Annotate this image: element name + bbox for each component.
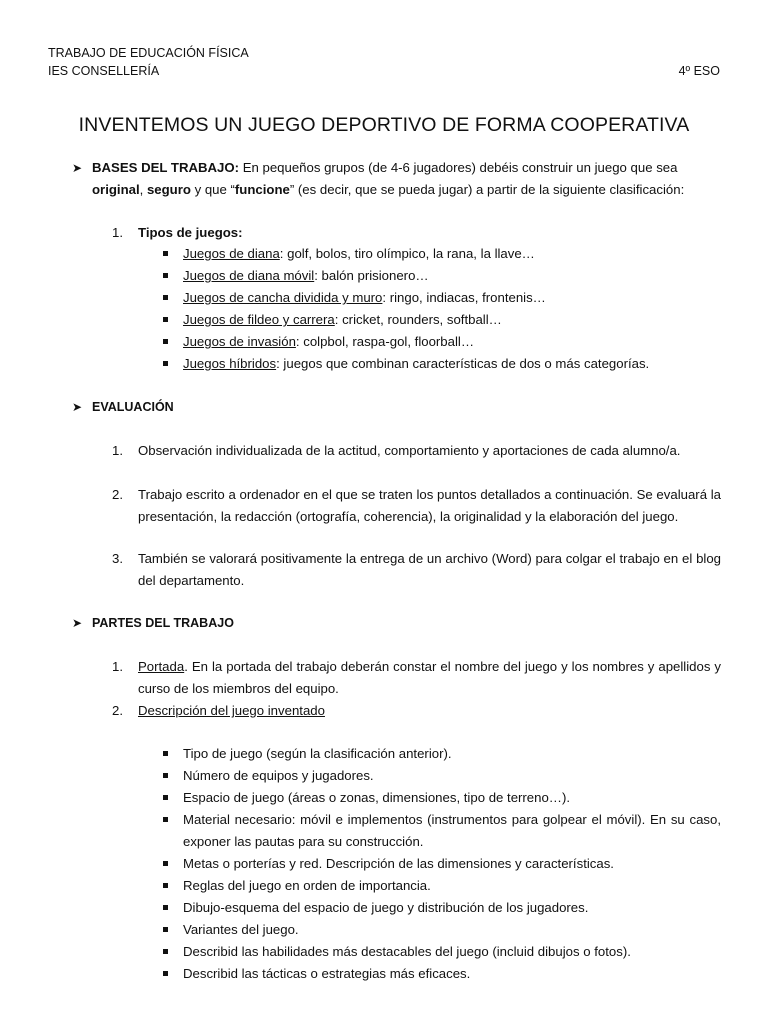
list-item: Espacio de juego (áreas o zonas, dimensiones, tipo de terreno…).	[183, 787, 721, 809]
list-item: Número de equipos y jugadores.	[183, 765, 721, 787]
square-bullet-icon	[163, 339, 168, 344]
list-item: Juegos de cancha dividida y muro: ringo, indiacas, frontenis…	[183, 287, 649, 309]
page-title: INVENTEMOS UN JUEGO DEPORTIVO DE FORMA COOPERATIVA	[78, 114, 690, 136]
list-item: Juegos de diana: golf, bolos, tiro olímpico, la rana, la llave…	[183, 243, 649, 265]
square-bullet-icon	[163, 883, 168, 888]
header-school: IES CONSELLERÍA	[48, 64, 160, 78]
tipos-list	[183, 243, 649, 375]
list-item: Variantes del juego.	[183, 919, 721, 941]
list-item: Describid las tácticas o estrategias más eficaces.	[183, 963, 721, 985]
list-item: Dibujo-esquema del espacio de juego y distribución de los jugadores.	[183, 897, 721, 919]
partes-list	[183, 743, 721, 985]
arrow-bullet-icon: ➤	[72, 161, 83, 175]
document-header	[48, 44, 722, 80]
list-item: Material necesario: móvil e implementos (instrumentos para golpear el móvil). En su caso, exponer las pautas para su construcción.	[183, 809, 721, 853]
square-bullet-icon	[163, 927, 168, 932]
tipos-heading: Tipos de juegos:	[138, 225, 243, 240]
evaluacion-item-3: 3. También se valorará positivamente la entrega de un archivo (Word) para colgar el trabajo en el blog del departamento.	[112, 551, 721, 588]
evaluacion-heading-row	[72, 397, 174, 417]
bases-section	[72, 157, 721, 179]
square-bullet-icon	[163, 773, 168, 778]
evaluacion-item-1: 1. Observación individualizada de la actitud, comportamiento y aportaciones de cada alumno/a.	[112, 443, 681, 458]
arrow-bullet-icon: ➤	[72, 616, 83, 630]
partes-descripcion: 2. Descripción del juego inventado	[112, 703, 325, 718]
list-item: Describid las habilidades más destacables del juego (incluid dibujos o fotos).	[183, 941, 721, 963]
square-bullet-icon	[163, 861, 168, 866]
square-bullet-icon	[163, 273, 168, 278]
square-bullet-icon	[163, 817, 168, 822]
square-bullet-icon	[163, 795, 168, 800]
bases-text-1: En pequeños grupos (de 4-6 jugadores) debéis construir un juego que sea	[239, 160, 678, 175]
bases-bold-funcione: funcione	[234, 182, 290, 197]
partes-heading: PARTES DEL TRABAJO	[92, 616, 234, 630]
evaluacion-item-2: 2. Trabajo escrito a ordenador en el que se traten los puntos detallados a continuación. Se evaluará la presentación, la redacción (ortografía, coherencia), la originalidad y la elaboración del juego.	[112, 487, 721, 524]
evaluacion-heading: EVALUACIÓN	[92, 400, 174, 414]
square-bullet-icon	[163, 949, 168, 954]
square-bullet-icon	[163, 905, 168, 910]
header-subject: TRABAJO DE EDUCACIÓN FÍSICA	[48, 46, 249, 60]
square-bullet-icon	[163, 361, 168, 366]
bases-line-2: original, seguro y que “funcione” (es decir, que se pueda jugar) a partir de la siguiente clasificación:	[92, 182, 685, 197]
list-item: Juegos de diana móvil: balón prisionero…	[183, 265, 649, 287]
list-item: Metas o porterías y red. Descripción de las dimensiones y características.	[183, 853, 721, 875]
bases-heading: BASES DEL TRABAJO:	[92, 160, 240, 175]
partes-portada: 1. Portada. En la portada del trabajo deberán constar el nombre del juego y los nombres y apellidos y curso de los miembros del equipo.	[112, 659, 721, 696]
arrow-bullet-icon: ➤	[72, 400, 83, 414]
tipos-number: 1.	[112, 225, 123, 240]
list-item: Juegos de invasión: colpbol, raspa-gol, floorball…	[183, 331, 649, 353]
list-item: Juegos de fildeo y carrera: cricket, rounders, softball…	[183, 309, 649, 331]
square-bullet-icon	[163, 295, 168, 300]
bases-bold-original: original	[92, 182, 140, 197]
partes-heading-row	[72, 613, 234, 633]
list-item: Tipo de juego (según la clasificación anterior).	[183, 743, 721, 765]
square-bullet-icon	[163, 971, 168, 976]
square-bullet-icon	[163, 251, 168, 256]
list-item: Reglas del juego en orden de importancia.	[183, 875, 721, 897]
bases-bold-seguro: seguro	[146, 182, 191, 197]
square-bullet-icon	[163, 317, 168, 322]
tipos-heading-row	[112, 222, 243, 244]
list-item: Juegos híbridos: juegos que combinan características de dos o más categorías.	[183, 353, 649, 375]
portada-label: Portada	[138, 659, 185, 674]
square-bullet-icon	[163, 751, 168, 756]
header-course: 4º ESO	[678, 64, 720, 78]
descripcion-label: Descripción del juego inventado	[138, 703, 325, 718]
